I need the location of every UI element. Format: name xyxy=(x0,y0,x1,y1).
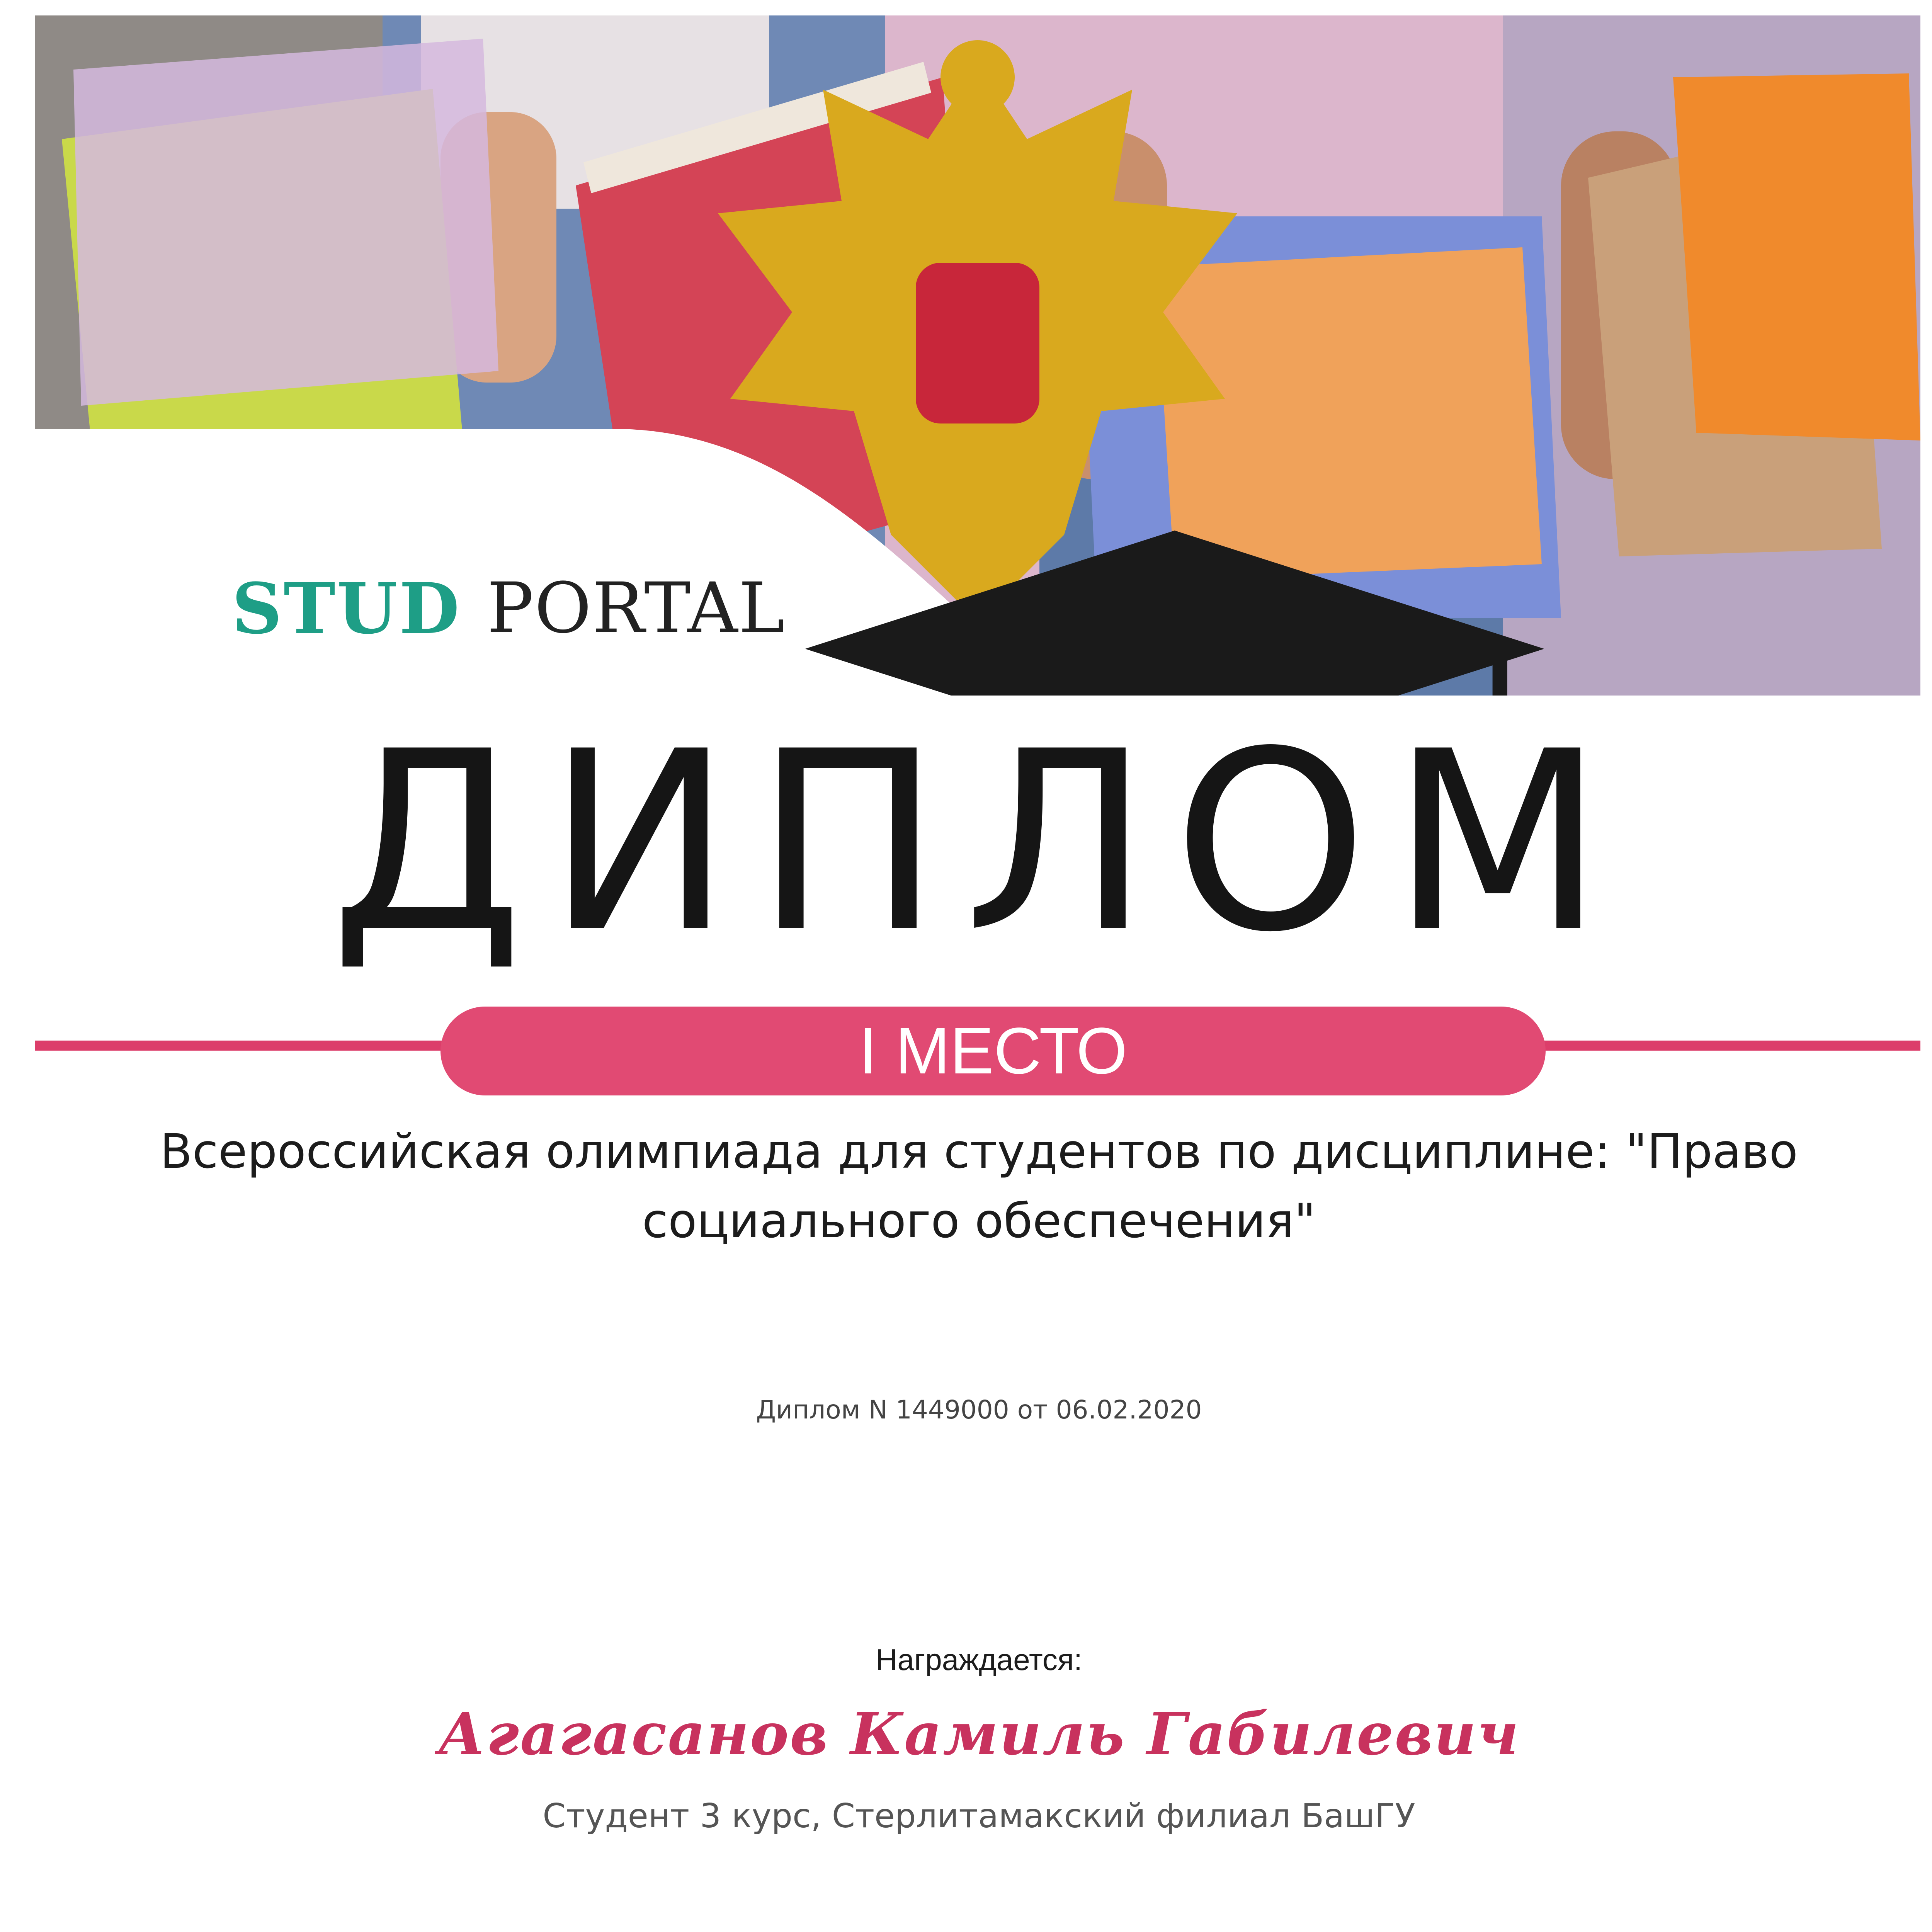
olympiad-line-2: социального обеспечения" xyxy=(642,1194,1316,1248)
recipient-affiliation: Студент 3 курс, Стерлитамакский филиал БашГУ xyxy=(543,1797,1415,1835)
awarded-label: Награждается: xyxy=(876,1643,1082,1677)
diploma-number: Диплом N 1449000 от 06.02.2020 xyxy=(756,1395,1202,1425)
graduation-cap-icon xyxy=(232,471,1920,696)
diploma-title: ДИПЛОМ xyxy=(330,698,1628,986)
logo-text-stud: STUD xyxy=(232,568,461,650)
header-photo xyxy=(35,15,1920,696)
stud-portal-logo xyxy=(232,471,811,665)
olympiad-description xyxy=(116,1117,1842,1256)
recipient-name: Агагасанов Камиль Габилевич xyxy=(438,1700,1520,1768)
logo-text-portal: PORTAL xyxy=(487,568,786,649)
olympiad-line-1: Всероссийская олимпиада для студентов по дисциплине: "Право xyxy=(160,1124,1798,1179)
place-badge: I МЕСТО xyxy=(440,1007,1546,1095)
